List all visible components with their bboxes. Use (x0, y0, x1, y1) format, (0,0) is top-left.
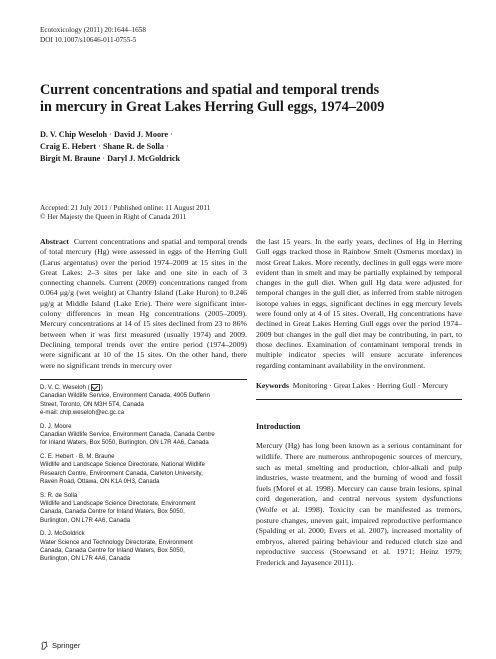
affiliation-block (40, 492, 247, 525)
journal-citation: Ecotoxicology (2011) 20:1644–1658 (40, 26, 146, 34)
affiliation-line: Wildlife and Landscape Science Directorate, Environment (40, 500, 196, 508)
affiliation-block (40, 530, 247, 563)
title-line-2: in mercury in Great Lakes Herring Gull eggs, 1974–2009 (40, 99, 385, 115)
author-name[interactable]: Daryl J. McGoldrick (107, 154, 181, 164)
affiliation-block: D. V. C. Weseloh ( ) Canadian Wildlife Service, Environment Canada, 4905 Dufferin Street, Toronto, ON M3H 5T4, Canada e-mail: chip.weseloh@ec.gc.ca (40, 384, 247, 417)
affiliation-line: Street, Toronto, ON M3H 5T4, Canada (40, 400, 144, 408)
author-name[interactable]: D. V. Chip Weseloh (40, 130, 108, 139)
left-column (40, 237, 247, 569)
author-list (40, 129, 290, 166)
footer (40, 641, 80, 650)
author-separator: · (109, 130, 112, 139)
section-divider (256, 399, 462, 400)
affiliation-block (40, 423, 247, 448)
affiliation-name: S. R. de Solla (40, 491, 78, 499)
author-name[interactable]: Craig E. Hebert (40, 142, 97, 152)
author-row (40, 141, 290, 153)
right-column (256, 237, 462, 576)
affiliations (40, 384, 247, 564)
author-separator: · (102, 154, 106, 164)
affiliation-name: D. J. McGoldrick (40, 530, 85, 538)
accepted-date: Accepted: 21 July 2011 / Published online: 11 August 2011 (40, 204, 211, 212)
author-row (40, 153, 290, 165)
keywords-label: Keywords (256, 380, 289, 390)
email-link[interactable]: e-mail: chip.weseloh@ec.gc.ca (40, 408, 125, 416)
keywords-list: Monitoring · Great Lakes · Herring Gull · Mercury (292, 380, 449, 390)
journal-info (40, 26, 146, 45)
mail-icon[interactable] (91, 384, 100, 391)
affiliation-line: Water Science and Technology Directorate, Environment (40, 538, 193, 546)
affiliation-line: Canadian Wildlife Service, Environment Canada, Canada Centre (40, 430, 215, 438)
article-title (40, 82, 460, 116)
affiliation-name: C. E. Hebert · B. M. Braune (40, 453, 115, 461)
introduction-heading: Introduction (256, 422, 301, 432)
affiliation-line: Wildlife and Landscape Science Directorate, National Wildlife (40, 461, 205, 469)
springer-horse-icon (40, 641, 49, 650)
author-row (40, 129, 290, 141)
section-divider (40, 379, 247, 380)
keywords (256, 381, 462, 392)
author-name[interactable]: Shane R. de Solla (103, 142, 164, 152)
abstract-right: the last 15 years. In the early years, declines of Hg in Herring Gull eggs tracked those in Rainbow Smelt (Osmerus mordax) in most Great Lakes. More recently, declines in gull eggs were more evident than in smelt and may be partially explained by temporal changes in the gull diet. When gull Hg data were adjusted for temporal changes in the gull diet, as inferred from stable nitrogen isotope values in eggs, significant declines in egg mercury levels were found only at 4 of 15 sites. Overall, Hg concentrations have declined in Great Lakes Herring Gull eggs over the period 1974–2009 but changes in the gull diet may be contributing, in part, to those declines. Examination of contaminant temporal trends in multiple indicator species will ensure accurate inferences regarding contaminant availability in the environment. (256, 237, 462, 370)
affiliation-line: Burlington, ON L7R 4A6, Canada (40, 555, 131, 563)
title-line-1: Current concentrations and spatial and temporal trends (40, 82, 380, 98)
affiliation-name: D. J. Moore (40, 422, 72, 430)
publisher-name: Springer (52, 641, 81, 650)
affiliation-line: Burlington, ON L7R 4A6, Canada (40, 516, 131, 524)
copyright-line: © Her Majesty the Queen in Right of Canada 2011 (40, 213, 187, 222)
publication-dates (40, 204, 210, 223)
introduction-text: Mercury (Hg) has long been known as a serious contaminant for wildlife. There are numerous anthropogenic sources of mercury, such as metal smelting and production, chlor-alkali and pulp industries, waste treatment, and the burning of wood and fossil fuels (Morel et al. 1998). Mercury can cause brain lesions, spinal cord degeneration, and central nervous system dysfunctions (Wolfe et al. 1998). Toxicity can be manifested as tremors, posture changes, uneven gait, impaired reproductive performance (Spalding et al. 2000; Evers et al. 2007), increased mortality of embryos, altered pairing behaviour and reduced clutch size and reproductive success (Stoewsand et al. 1971; Heinz 1979; Frederick and Jayasence 2011). (256, 441, 462, 567)
affiliation-line: Raven Road, Ottawa, ON K1A 0H3, Canada (40, 477, 160, 485)
doi[interactable]: DOI 10.1007/s10646-011-0755-5 (40, 35, 137, 44)
author-separator: · (170, 130, 173, 139)
affiliation-line: for Inland Waters, Box 5050, Burlington, ON L7R 4A6, Canada (40, 439, 209, 447)
abstract-label: Abstract (40, 237, 69, 246)
affiliation-block (40, 453, 247, 486)
affiliation-line: Canadian Wildlife Service, Environment Canada, 4905 Dufferin (40, 392, 210, 400)
affiliation-line: Canada, Canada Centre for Inland Waters, Box 5050, (40, 547, 185, 555)
author-separator: · (166, 142, 169, 152)
abstract-text-left: Current concentrations and spatial and temporal trends of total mercury (Hg) were assessed in eggs of the Herring Gull (Larus argentatus) over the period 1974–2009 at 15 sites in the Great Lakes: 2–3 sites per lake and one site in each of 3 connecting channels. Current (2009) concentrations ranged from 0.064 μg/g (wet weight) at Chantry Island (Lake Huron) to 0.246 μg/g at Middle Island (Lake Erie). There were significant inter-colony differences in mean Hg concentrations (2005–2009). Mercury concentrations at 14 of 15 sites declined from 23 to 86% between when it was first measured (usually 1974) and 2009. Declining temporal trends over the entire period (1974–2009) were significant at 10 of the 15 sites. On the other hand, there were no significant trends in mercury over (40, 237, 247, 370)
affiliation-line: Canada, Canada Centre for Inland Waters, Box 5050, (40, 508, 185, 516)
abstract-left (40, 237, 247, 371)
author-name[interactable]: David J. Moore (113, 130, 169, 139)
affiliation-name: D. V. C. Weseloh (40, 383, 87, 391)
affiliation-line: Research Centre, Environment Canada, Carleton University, (40, 469, 203, 477)
author-name[interactable]: Birgit M. Braune (40, 154, 101, 164)
author-separator: · (98, 142, 101, 152)
